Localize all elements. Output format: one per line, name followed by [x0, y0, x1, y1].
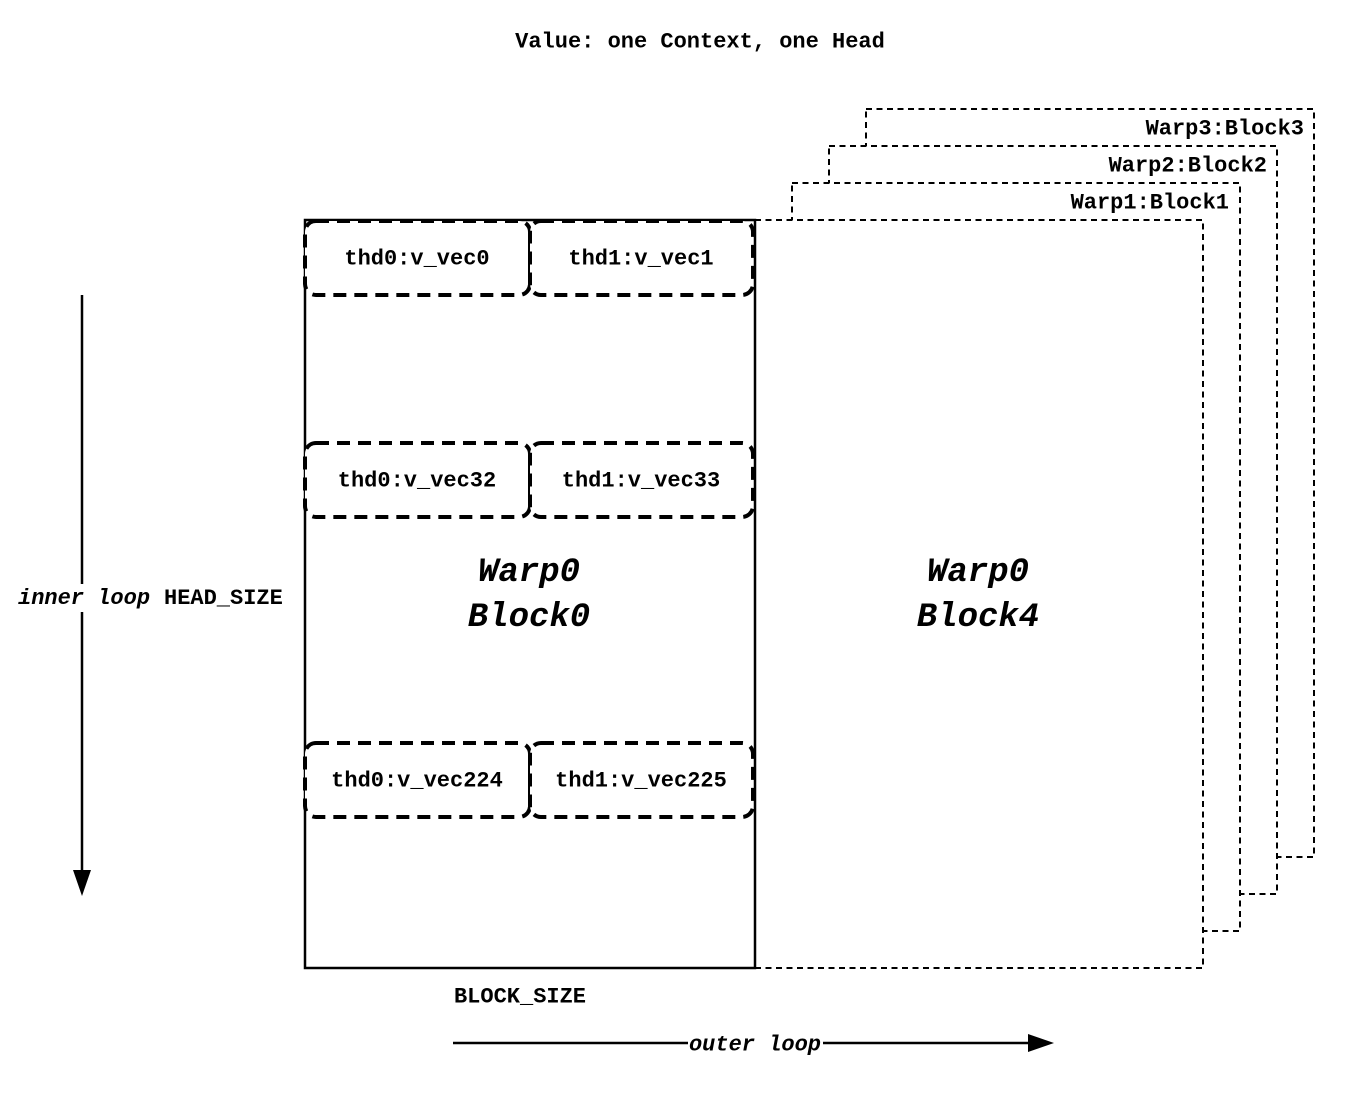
- down-arrowhead-icon: [73, 870, 91, 896]
- thread-cell-label: thd0:v_vec224: [331, 768, 503, 794]
- right-arrowhead-icon: [1028, 1034, 1054, 1052]
- front-block-label-line2: Block4: [916, 599, 1040, 637]
- outer-loop-label: outer loop: [688, 1032, 822, 1058]
- warp2-block2-label: Warp2:Block2: [1108, 153, 1267, 179]
- thread-cell-label: thd0:v_vec32: [337, 468, 497, 494]
- head-size-label: HEAD_SIZE: [164, 585, 283, 611]
- inner-loop-label: [18, 586, 283, 611]
- thread-cell-label: thd1:v_vec33: [561, 468, 721, 494]
- main-block-label-line2: Block0: [467, 599, 591, 637]
- thread-cell-label: thd1:v_vec1: [568, 246, 714, 272]
- warp0-block4-box: [755, 220, 1203, 968]
- diagram-title: Value: one Context, one Head: [515, 29, 885, 55]
- stacked-blocks: [755, 109, 1314, 968]
- front-block-label-line1: Warp0: [926, 554, 1030, 592]
- block-size-label: BLOCK_SIZE: [453, 984, 587, 1010]
- warp1-block1-label: Warp1:Block1: [1070, 190, 1229, 216]
- warp0-block0-box: [305, 220, 755, 968]
- thread-cell-label: thd0:v_vec0: [344, 246, 490, 272]
- inner-loop-label-text: inner loop: [18, 585, 151, 611]
- thread-cell-label: thd1:v_vec225: [555, 768, 727, 794]
- outer-loop-arrow: [453, 1033, 1054, 1058]
- thread-row-0: [305, 221, 753, 295]
- main-block-label-line1: Warp0: [477, 554, 581, 592]
- inner-loop-arrow: [18, 295, 283, 896]
- thread-row-1: [305, 443, 753, 517]
- thread-row-2: [305, 743, 753, 817]
- warp3-block3-label: Warp3:Block3: [1145, 116, 1304, 142]
